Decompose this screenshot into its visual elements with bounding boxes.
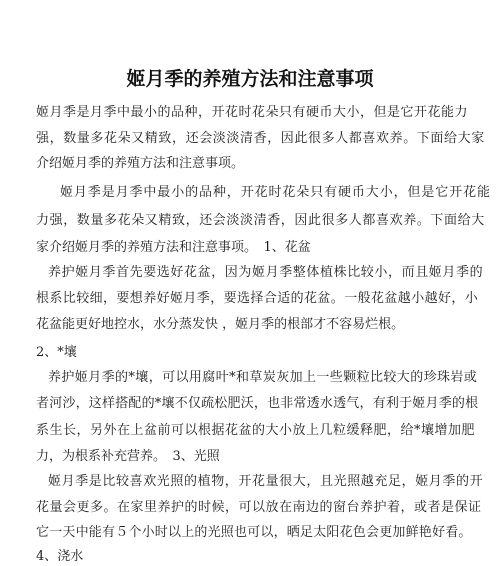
text-line: 强，数量多花朵又精致，还会淡淡清香，因此很多人都喜欢养。下面给大家 (36, 131, 485, 146)
text-line: 花量会更多。在家里养护的时候，可以放在南边的窗台养护着，或者是保证 (36, 500, 482, 515)
text-line: 根系比较细，要想养好姬月季，要选择合适的花盆。一般花盆越小越好，小 (36, 291, 479, 306)
article-title: 姬月季的养殖方法和注意事项 (126, 68, 374, 90)
section-heading: 2、*壤 (36, 345, 77, 360)
section-heading: 4、浇水 (36, 549, 84, 564)
text-line: 花盆能更好地控水，水分蒸发快 ，姬月季的根部才不容易烂根。 (36, 317, 405, 332)
text-line: 力强，数量多花朵又精致，还会淡淡清香，因此很多人都喜欢养。下面给大 (36, 213, 485, 228)
text-line: 系生长，另外在上盆前可以根据花盆的大小放上几粒缓释肥，给*壤增加肥 (36, 423, 476, 438)
text-line: 力，为根系补充营养。 3、光照 (36, 449, 220, 464)
text-line: 它一天中能有５个小时以上的光照也可以，晒足太阳花色会更加鲜艳好看。 (36, 525, 472, 540)
text-line: 介绍姬月季的养殖方法和注意事项。 (36, 156, 245, 171)
text-line: 家介绍姬月季的养殖方法和注意事项。 1、花盆 (36, 240, 311, 255)
text-line: 姬月季是月季中最小的品种，开花时花朵只有硬币大小，但是它开花能 (60, 185, 491, 200)
text-line: 姬月季是月季中最小的品种，开花时花朵只有硬币大小，但是它开花能力 (36, 105, 469, 120)
text-line: 姬月季是比较喜欢光照的植物，开花量很大，且光照越充足，姬月季的开 (48, 474, 484, 489)
text-line: 者河沙，这样搭配的*壤不仅疏松肥沃，也非常透水透气，有利于姬月季的根 (36, 396, 479, 411)
text-line: 养护姬月季的*壤，可以用腐叶*和草炭灰加上一些颗粒比较大的珍珠岩或 (48, 370, 478, 385)
text-line: 养护姬月季首先要选好花盆，因为姬月季整体植株比较小，而且姬月季的 (48, 265, 484, 280)
